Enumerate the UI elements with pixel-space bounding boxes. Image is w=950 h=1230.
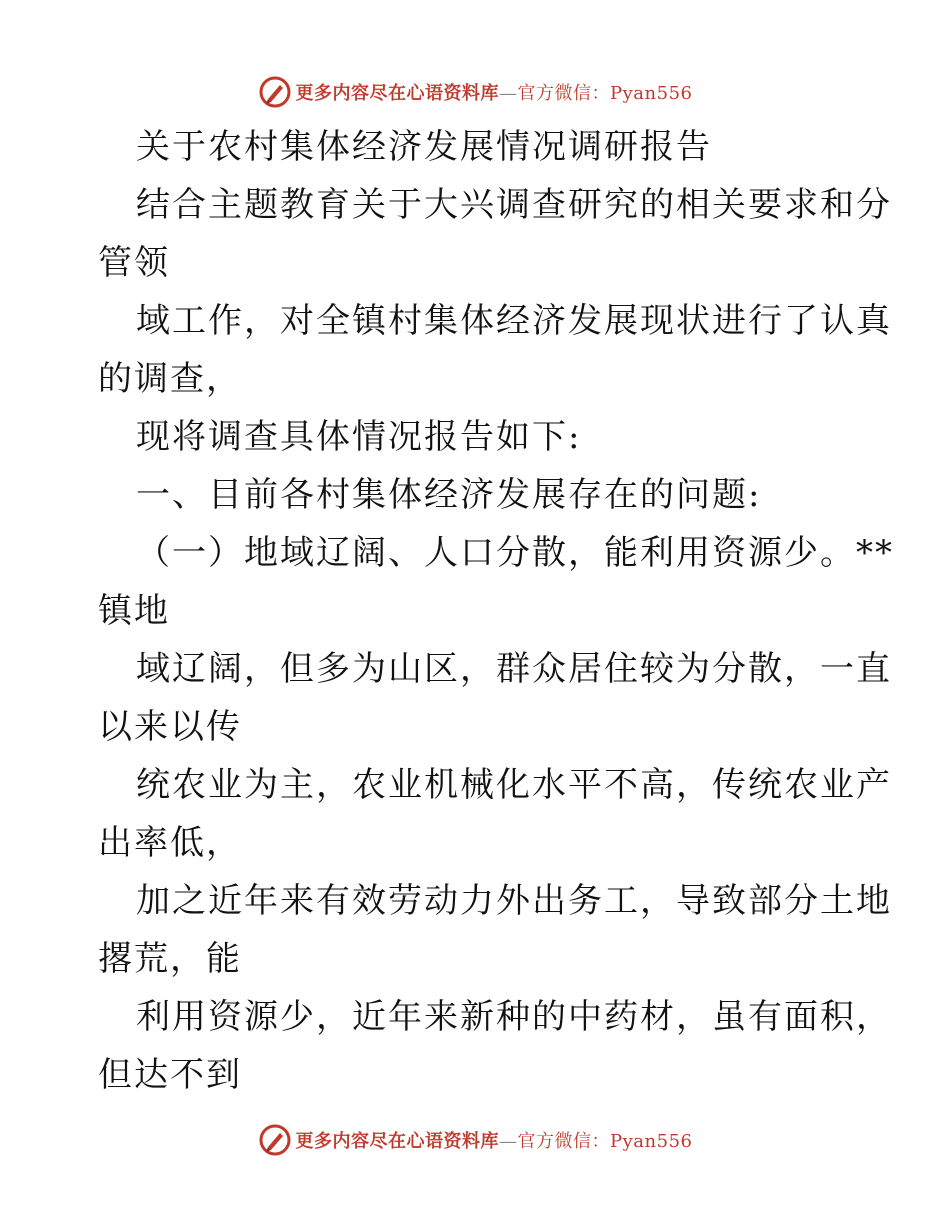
banner-slogan: 更多内容尽在心语资料库 [295,83,500,104]
paragraph-line: 利用资源少，近年来新种的中药材，虽有面积， [136,997,892,1037]
paragraph-line: 域工作，对全镇村集体经济发展现状进行了认真 [136,301,892,341]
paragraph-line: 加之近年来有效劳动力外出务工，导致部分土地 [136,881,892,921]
banner-slogan: 更多内容尽在心语资料库 [295,1131,500,1152]
pen-logo-icon [258,1123,292,1157]
paragraph-line: 域辽阔，但多为山区，群众居住较为分散，一直 [136,649,892,689]
paragraph-line: 结合主题教育关于大兴调查研究的相关要求和分 [136,185,892,225]
document-body [98,118,894,1104]
banner-contact: 官方微信：Pyan556 [517,83,693,104]
footer-banner [0,1120,950,1160]
subsection-heading: （一）地域辽阔、人口分散，能利用资源少。** [136,533,894,573]
banner-separator: — [499,1131,518,1152]
paragraph-line: 的调查， [98,359,242,399]
banner-text-group [296,1127,693,1153]
paragraph-line: 现将调查具体情况报告如下: [136,417,582,457]
banner-contact: 官方微信：Pyan556 [517,1131,693,1152]
section-heading: 一、目前各村集体经济发展存在的问题: [136,475,762,515]
banner-separator: — [499,83,518,104]
header-banner [0,72,950,112]
pen-logo-icon [258,75,292,109]
banner-text-group [296,79,693,105]
paragraph-line: 镇地 [98,591,170,631]
paragraph-line: 但达不到 [98,1055,242,1095]
paragraph-line: 出率低， [98,823,242,863]
paragraph-line: 撂荒，能 [98,939,242,979]
paragraph-line: 管领 [98,243,170,283]
document-title: 关于农村集体经济发展情况调研报告 [136,127,712,167]
paragraph-line: 统农业为主，农业机械化水平不高，传统农业产 [136,765,892,805]
paragraph-line: 以来以传 [98,707,242,747]
